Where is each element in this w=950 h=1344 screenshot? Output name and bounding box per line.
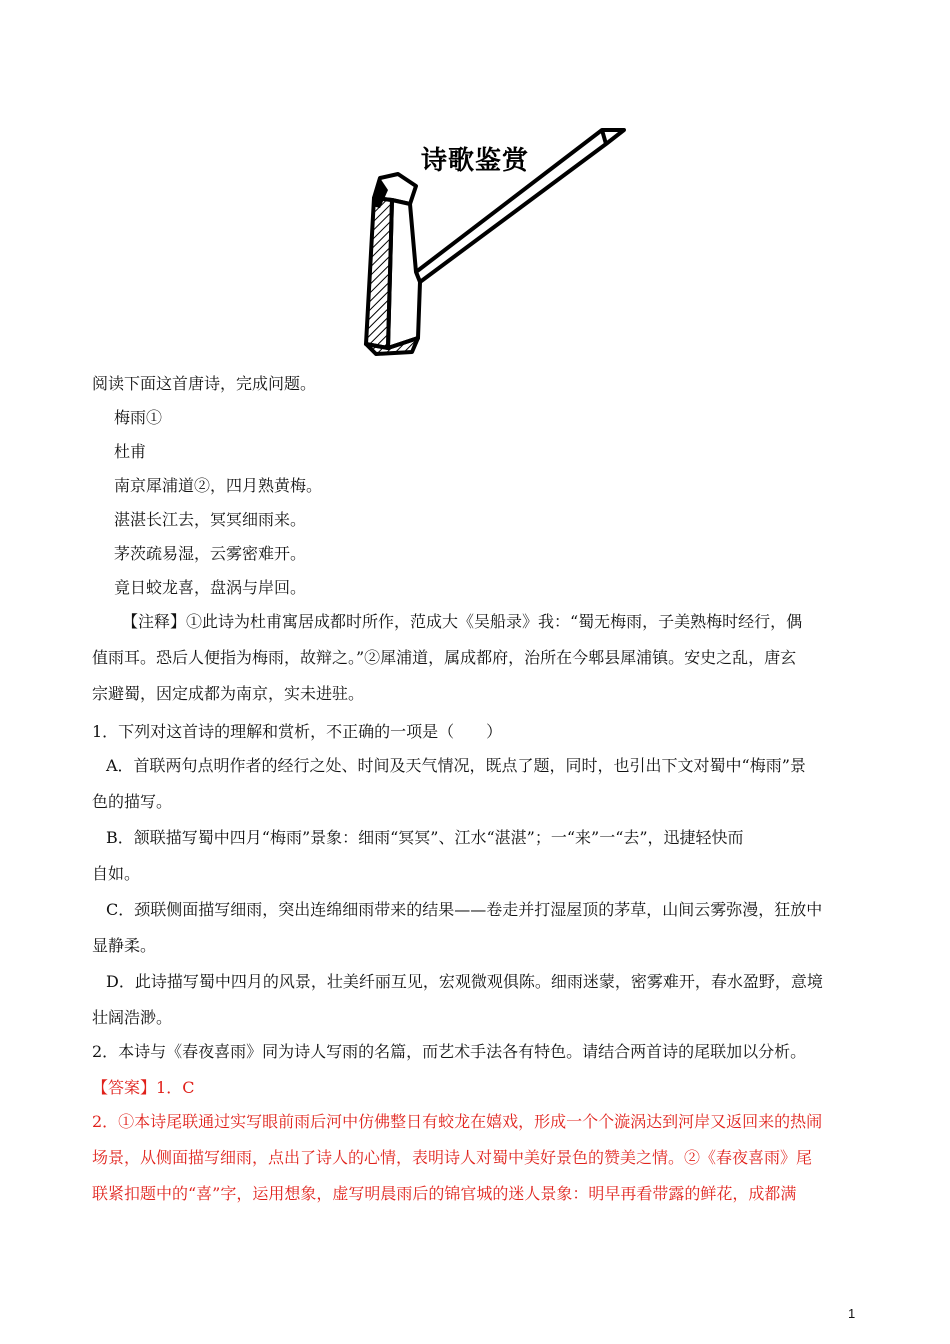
option-a: A．首联两句点明作者的经行之处、时间及天气情况，既点了题，同时，也引出下文对蜀中“梅雨”景 xyxy=(106,756,806,775)
page-title: 诗歌鉴赏 xyxy=(420,146,529,176)
note-line: 宗避蜀，因定成都为南京，实未进驻。 xyxy=(92,684,365,703)
option-b-cont: 自如。 xyxy=(92,864,141,883)
question-2-stem: 2．本诗与《春夜喜雨》同为诗人写雨的名篇，而艺术手法各有特色。请结合两首诗的尾联加以分析。 xyxy=(92,1042,807,1061)
option-b: B．颔联描写蜀中四月“梅雨”景象：细雨“冥冥”、江水“湛湛”；一“来”一“去”，迅捷轻快而 xyxy=(106,828,744,847)
intro-text: 阅读下面这首唐诗，完成问题。 xyxy=(92,374,317,393)
option-a-cont: 色的描写。 xyxy=(92,792,173,811)
answer-1: 1．C xyxy=(156,1078,195,1097)
answer-2-line: 联紧扣题中的“喜”字，运用想象，虚写明晨雨后的锦官城的迷人景象：明早再看带露的鲜花，成都满 xyxy=(92,1184,797,1203)
poem-line: 竟日蛟龙喜，盘涡与岸回。 xyxy=(114,578,307,597)
poem-author: 杜甫 xyxy=(114,442,147,461)
answer-heading xyxy=(92,1078,194,1098)
option-d: D．此诗描写蜀中四月的风景，壮美纤丽互见，宏观微观俱陈。细雨迷蒙，密雾难开，春水盈野，意境 xyxy=(106,972,823,991)
question-1-stem: 1．下列对这首诗的理解和赏析，不正确的一项是（ ） xyxy=(92,722,503,741)
option-d-cont: 壮阔浩渺。 xyxy=(92,1008,173,1027)
answer-2-line: 场景，从侧面描写细雨，点出了诗人的心情，表明诗人对蜀中美好景色的赞美之情。②《春夜喜雨》尾 xyxy=(92,1148,813,1167)
answer-label: 【答案】 xyxy=(92,1078,157,1097)
poem-line: 南京犀浦道②，四月熟黄梅。 xyxy=(114,476,323,495)
poem-line: 茅茨疏易湿，云雾密难开。 xyxy=(114,544,307,563)
option-c: C．颈联侧面描写细雨，突出连绵细雨带来的结果——卷走并打湿屋顶的茅草，山间云雾弥漫，狂放中 xyxy=(106,900,823,919)
answer-2-line: 2．①本诗尾联通过实写眼前雨后河中仿佛整日有蛟龙在嬉戏，形成一个个漩涡达到河岸又返回来的热闹 xyxy=(92,1112,823,1131)
page-number: 1 xyxy=(848,1306,856,1321)
poem-title: 梅雨① xyxy=(114,408,163,427)
note-line: 【注释】①此诗为杜甫寓居成都时所作，范成大《吴船录》我：“蜀无梅雨，子美熟梅时经行，偶 xyxy=(122,612,803,631)
option-c-cont: 显静柔。 xyxy=(92,936,157,955)
note-line: 值雨耳。恐后人便指为梅雨，故辩之。”②犀浦道，属成都府，治所在今郫县犀浦镇。安史之乱，唐玄 xyxy=(92,648,797,667)
poem-line: 湛湛长江去，冥冥细雨来。 xyxy=(114,510,307,529)
